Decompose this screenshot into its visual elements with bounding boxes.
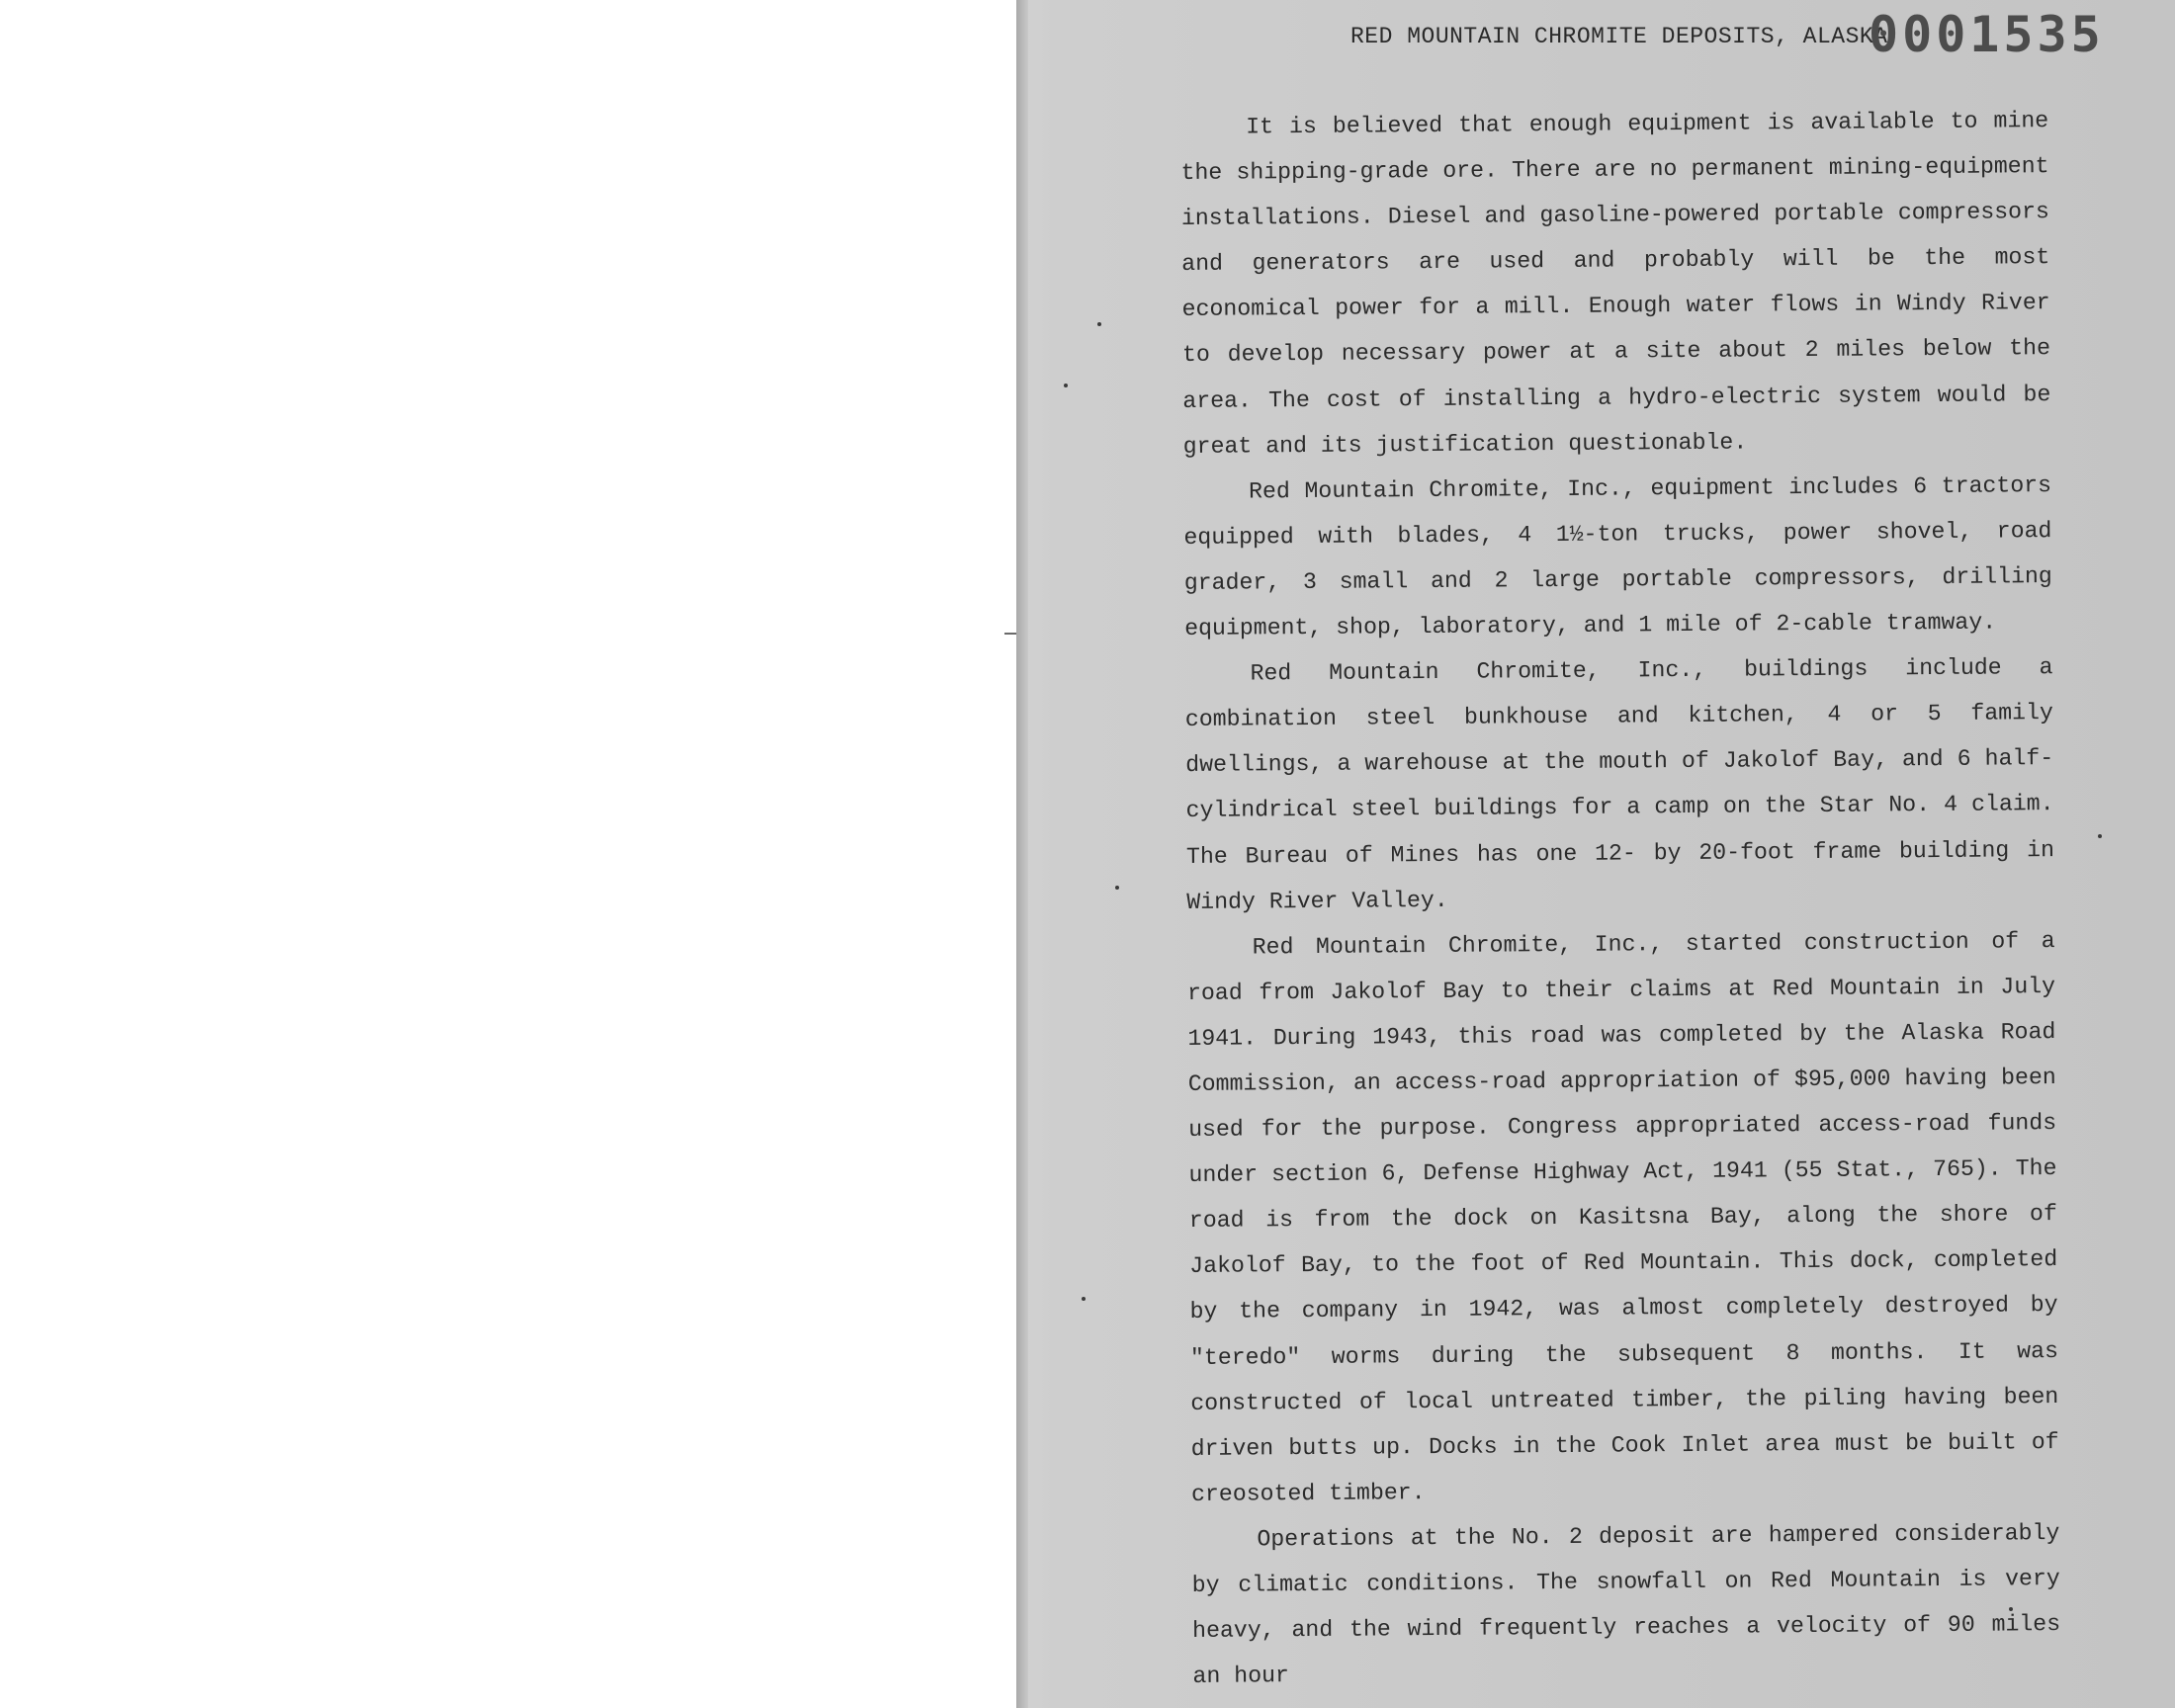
- scan-speck: [2098, 834, 2102, 838]
- scan-speck: [1097, 322, 1101, 326]
- blank-left-page: [0, 0, 1016, 1708]
- paragraph-company-buildings: Red Mountain Chromite, Inc., buildings include a combination steel bunkhouse and kitchen, 4 or 5 family dwellings, a warehouse at the mouth of Jakolof Bay, and 6 half-cylindrical steel buildings for a camp on the Star No. 4 claim. The Bureau of Mines has one 12- by 20-foot frame building in Windy River Valley.: [1184, 654, 2055, 915]
- page-edge-shadow: [1016, 0, 1028, 1708]
- scan-speck: [1064, 384, 1068, 387]
- page-stamp-number: 0001535: [1869, 6, 2105, 63]
- body-text: [1180, 98, 2061, 1699]
- scan-speck: [2009, 1607, 2013, 1611]
- paragraph-road-construction: Red Mountain Chromite, Inc., started construction of a road from Jakolof Bay to their claims at Red Mountain in July 1941. During 1943, this road was completed by the Alaska Road Commission, an access-road appropriation of $95,000 having been used for the purpose. Congress appropriated access-road funds under section 6, Defense Highway Act, 1941 (55 Stat., 765). The road is from the dock on Kasitsna Bay, along the shore of Jakolof Bay, to the foot of Red Mountain. This dock, completed by the company in 1942, was almost completely destroyed by "teredo" worms during the subsequent 8 months. It was constructed of local untreated timber, the piling having been driven butts up. Docks in the Cook Inlet area must be built of creosoted timber.: [1186, 927, 2059, 1507]
- paragraph-equipment-availability: It is believed that enough equipment is available to mine the shipping-grade ore. There are no permanent mining-equipment installations. Diesel and gasoline-powered portable compressors and generators are used and probably will be the most economical power for a mill. Enough water flows in Windy River to develop necessary power at a site about 2 miles below the area. The cost of installing a hydro-electric system would be great and its justification questionable.: [1180, 108, 2051, 460]
- scan-speck: [1082, 1297, 1086, 1301]
- running-header: RED MOUNTAIN CHROMITE DEPOSITS, ALASKA: [1350, 24, 1888, 49]
- scan-speck: [1115, 886, 1119, 890]
- paragraph-climatic-conditions: Operations at the No. 2 deposit are hampered considerably by climatic conditions. The snowfall on Red Mountain is very heavy, and the wind frequently reaches a velocity of 90 miles an hour: [1191, 1519, 2061, 1690]
- paragraph-company-equipment: Red Mountain Chromite, Inc., equipment includes 6 tractors equipped with blades, 4 1½-ton trucks, power shovel, road grader, 3 small and 2 large portable compressors, drilling equipment, shop, laboratory, and 1 mile of 2-cable tramway.: [1183, 471, 2052, 642]
